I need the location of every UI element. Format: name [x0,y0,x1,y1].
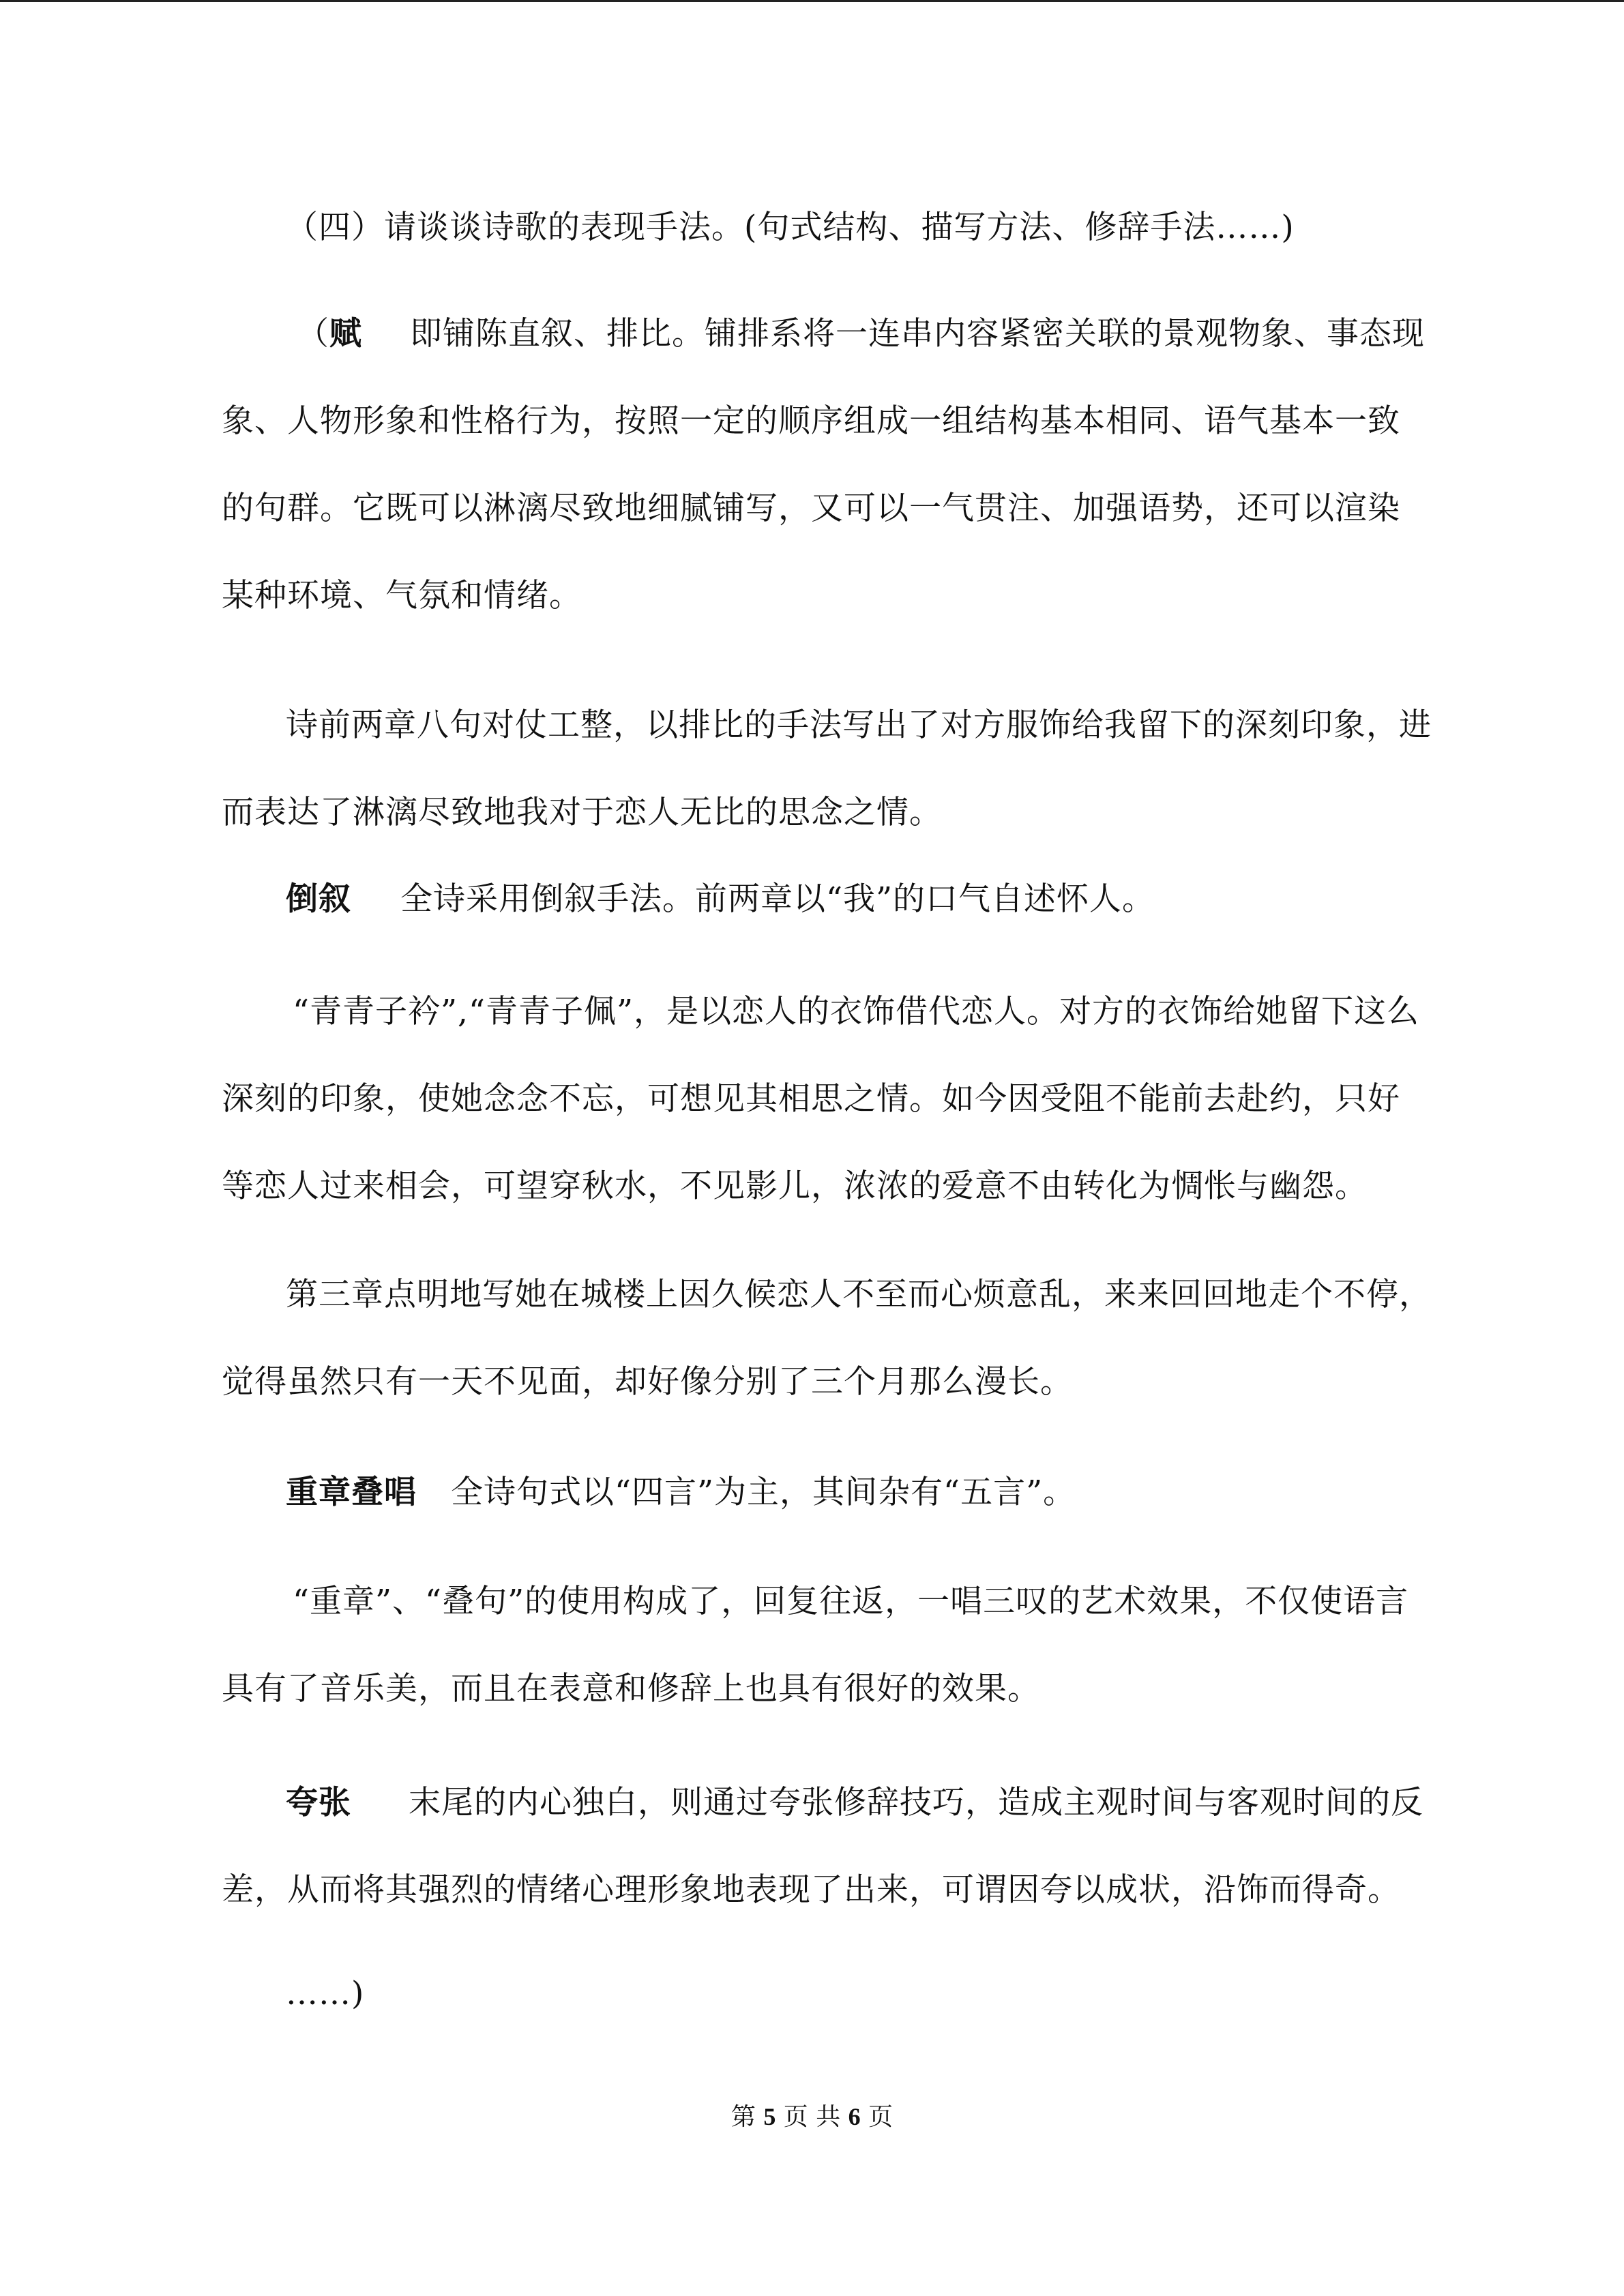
paragraph-kuazhang [222,1759,1432,1934]
section-heading-text: （四）请谈谈诗歌的表现手法。(句式结构、描写方法、修辞手法……) [286,209,1295,246]
paragraph-chongzhang-2 [222,1558,1432,1733]
closing-text: ……) [286,1975,365,2012]
kuazhang-body: 末尾的内心独白，则通过夸张修辞技巧，造成主观时间与客观时间的反差，从而将其强烈的情绪心理形象地表现了出来，可谓因夸以成状，沿饰而得奇。 [222,1784,1423,1909]
paragraph-fu-example [222,682,1432,856]
term-fu: 赋 [329,315,362,353]
page-footer [0,2100,1624,2134]
paragraph-daoxu-3 [222,1251,1432,1426]
footer-total-pages: 6 [848,2103,861,2130]
term-chongzhang: 重章叠唱 [286,1474,417,1511]
paragraph-daoxu-2 [222,968,1432,1230]
fu-open-paren: （ [297,315,329,353]
fu-body: 。铺排系将一连串内容紧密关联的景观物象、事态现象、人物形象和性格行为，按照一定的顺序组成一组结构基本相同、语气基本一致的句群。它既可以淋漓尽致地细腻铺写，又可以一气贯注、加强语势，还可以渲染某种环境、气氛和情绪。 [222,315,1425,614]
term-daoxu: 倒叙 [286,880,351,918]
footer-middle: 页 共 [783,2103,841,2131]
footer-suffix: 页 [868,2103,894,2131]
fu-example-text: 诗前两章八句对仗工整，以排比的手法写出了对方服饰给我留下的深刻印象，进而表达了淋漓尽致地我对于恋人无比的思念之情。 [222,706,1432,831]
footer-current-page: 5 [763,2103,776,2130]
paragraph-chongzhang [222,1449,1432,1536]
fu-lead: 即铺陈直叙、排比 [410,315,672,353]
paragraph-fu [222,290,1432,640]
chongzhang-p2-text: “重章”、“叠句”的使用构成了，回复往返，一唱三叹的艺术效果，不仅使语言具有了音乐美，而且在表意和修辞上也具有很好的效果。 [222,1583,1409,1708]
section-heading [222,184,1432,271]
paragraph-daoxu [222,856,1432,943]
chongzhang-body: 全诗句式以“四言”为主，其间杂有“五言”。 [451,1474,1076,1511]
footer-prefix: 第 [730,2103,756,2131]
daoxu-p2-text: “青青子衿”,“青青子佩”，是以恋人的衣饰借代恋人。对方的衣饰给她留下这么深刻的印象，使她念念不忘，可想见其相思之情。如今因受阻不能前去赴约，只好等恋人过来相会，可望穿秋水，不见影儿，浓浓的爱意不由转化为惆怅与幽怨。 [222,993,1420,1205]
paragraph-closing [222,1950,1432,2038]
term-kuazhang: 夸张 [286,1784,351,1821]
daoxu-p3-text: 第三章点明地写她在城楼上因久候恋人不至而心烦意乱，来来回回地走个不停，觉得虽然只有一天不见面，却好像分别了三个月那么漫长。 [222,1276,1432,1401]
daoxu-body: 全诗采用倒叙手法。前两章以“我”的口气自述怀人。 [400,880,1155,918]
